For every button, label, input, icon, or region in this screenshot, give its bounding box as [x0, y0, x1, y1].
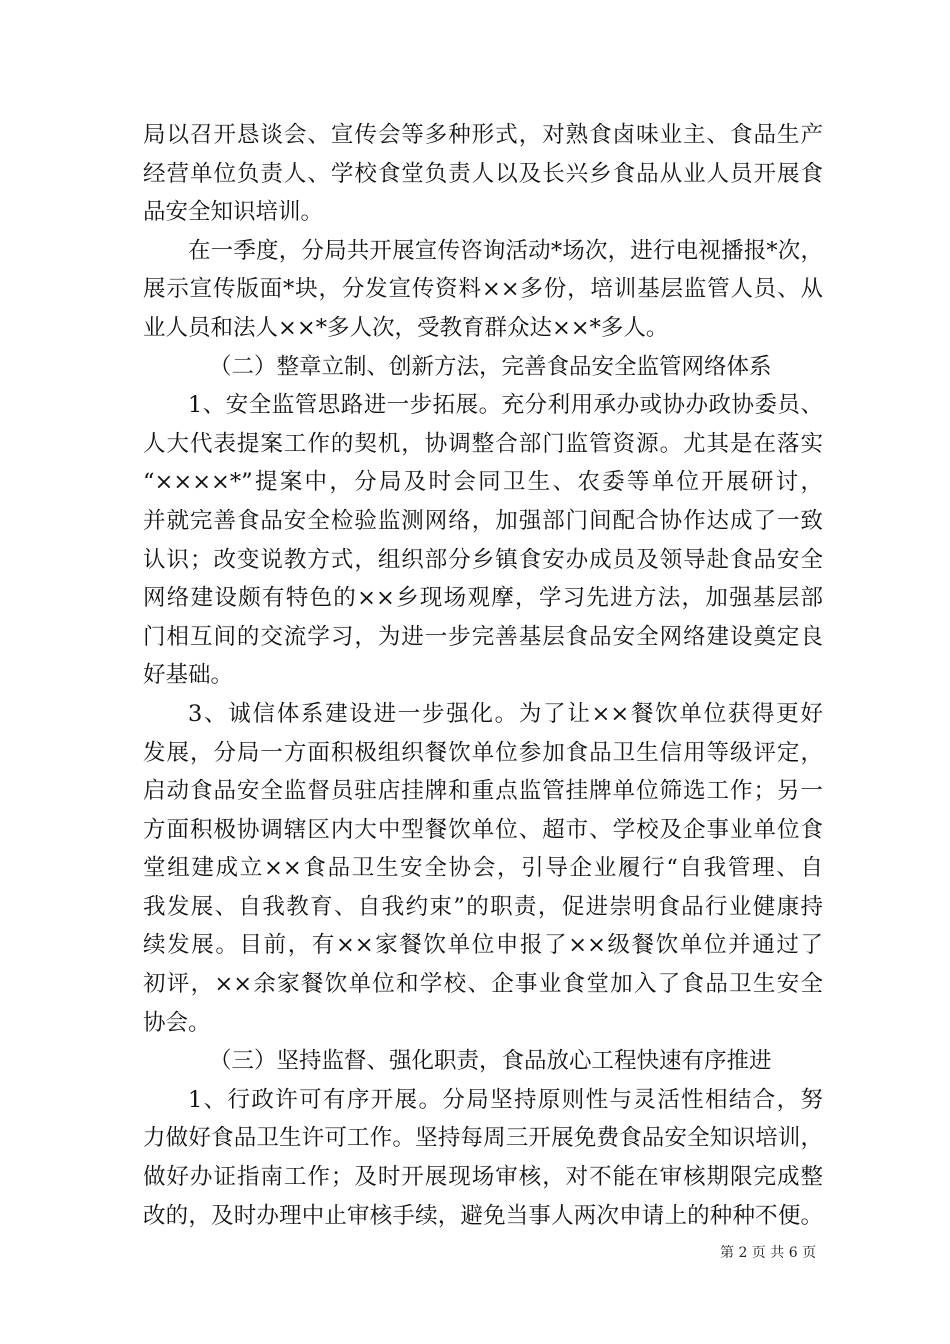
text-line: 初评，××余家餐饮单位和学校、企事业食堂加入了食品卫生安全 [143, 971, 823, 998]
text-line: 做好办证指南工作；及时开展现场审核，对不能在审核期限完成整 [143, 1164, 823, 1191]
text-line: 力做好食品卫生许可工作。坚持每周三开展免费食品安全知识培训， [143, 1125, 823, 1152]
text-line: 方面积极协调辖区内大中型餐饮单位、超市、学校及企事业单位食 [143, 816, 823, 843]
text-line: 发展，分局一方面积极组织餐饮单位参加食品卫生信用等级评定， [143, 739, 823, 766]
text-line: 在一季度，分局共开展宣传咨询活动*场次，进行电视播报*次， [188, 237, 823, 264]
page-number: 第 2 页 共 6 页 [720, 1245, 817, 1261]
text-line: 堂组建成立××食品卫生安全协会，引导企业履行“自我管理、自 [143, 855, 823, 882]
document-body [143, 116, 823, 1235]
text-line: 协会。 [143, 1009, 211, 1036]
text-line: 门相互间的交流学习，为进一步完善基层食品安全网络建设奠定良 [143, 623, 823, 650]
text-line: 认识；改变说教方式，组织部分乡镇食安办成员及领导赴食品安全 [143, 546, 823, 573]
text-line: 展示宣传版面*块，分发宣传资料××多份，培训基层监管人员、从 [143, 276, 823, 303]
text-line: 我发展、自我教育、自我约束”的职责，促进崇明食品行业健康持 [143, 893, 823, 920]
text-line: 并就完善食品安全检验监测网络，加强部门间配合协作达成了一致 [143, 507, 823, 534]
text-line: 品安全知识培训。 [143, 199, 324, 226]
text-line: 续发展。目前，有××家餐饮单位申报了××级餐饮单位并通过了 [143, 932, 823, 959]
text-line: 业人员和法人××*多人次，受教育群众达××*多人。 [143, 314, 669, 341]
section-heading: （二）整章立制、创新方法，完善食品安全监管网络体系 [209, 353, 772, 380]
text-line: 1、行政许可有序开展。分局坚持原则性与灵活性相结合，努 [188, 1086, 823, 1113]
text-line: 改的，及时办理中止审核手续，避免当事人两次申请上的种种不便。 [143, 1202, 823, 1229]
text-line: 3、诚信体系建设进一步强化。为了让××餐饮单位获得更好 [188, 700, 823, 727]
text-line: 网络建设颇有特色的××乡现场观摩，学习先进方法，加强基层部 [143, 585, 823, 612]
section-heading: （三）坚持监督、强化职责，食品放心工程快速有序推进 [209, 1048, 772, 1075]
text-line: 启动食品安全监督员驻店挂牌和重点监管挂牌单位筛选工作；另一 [143, 778, 823, 805]
text-line: 局以召开恳谈会、宣传会等多种形式，对熟食卤味业主、食品生产 [143, 122, 823, 148]
text-line: 经营单位负责人、学校食堂负责人以及长兴乡食品从业人员开展食 [143, 160, 823, 187]
text-line: 1、安全监管思路进一步拓展。充分利用承办或协办政协委员、 [188, 392, 823, 419]
text-line: 人大代表提案工作的契机，协调整合部门监管资源。尤其是在落实 [143, 430, 823, 457]
text-line: “××××*”提案中，分局及时会同卫生、农委等单位开展研讨， [143, 469, 823, 496]
text-line: 好基础。 [143, 662, 234, 689]
